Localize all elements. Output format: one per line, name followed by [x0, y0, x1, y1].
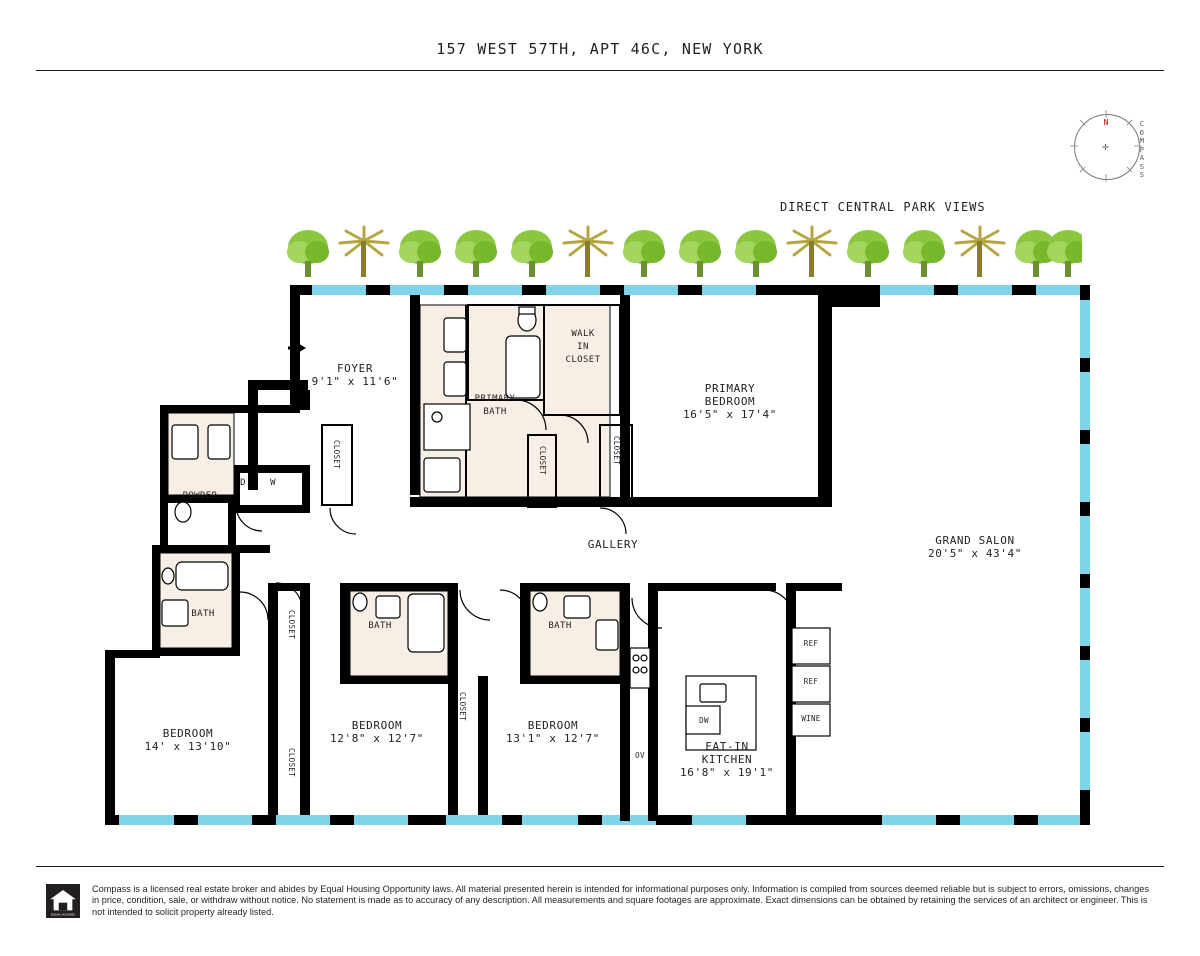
- direct-central-park-views-label: DIRECT CENTRAL PARK VIEWS: [780, 200, 986, 214]
- dryer-label: D: [240, 478, 246, 488]
- room-label-bedroom-3: BEDROOM 13'1" x 12'7": [506, 719, 600, 745]
- refrigerator-label-1: REF: [803, 639, 819, 648]
- footer: [46, 884, 1156, 918]
- room-label-powder: POWDER: [182, 491, 218, 501]
- room-label-gallery: GALLERY: [587, 538, 639, 551]
- room-label-eat-in-kitchen: EAT-IN KITCHEN 16'8" x 19'1": [680, 740, 774, 779]
- refrigerator-label-2: REF: [803, 677, 819, 686]
- washer-label: W: [270, 478, 276, 488]
- room-label-bath-mid: BATH: [368, 621, 392, 631]
- compass-cross-icon: ✛: [1102, 140, 1109, 153]
- room-label-bedroom-2: BEDROOM 12'8" x 12'7": [330, 719, 424, 745]
- svg-text:EQUAL HOUSING: EQUAL HOUSING: [51, 912, 75, 917]
- compass-north-label: N: [1103, 118, 1109, 127]
- page-title: 157 WEST 57TH, APT 46C, NEW YORK: [436, 40, 764, 58]
- compass-wordmark: C O M P A S S: [1139, 120, 1144, 179]
- footer-divider: [36, 866, 1164, 867]
- wine-fridge-label: WINE: [801, 714, 821, 723]
- equal-housing-opportunity-icon: [46, 884, 80, 918]
- closet-label-bedroom2-b: CLOSET: [287, 748, 296, 777]
- room-label-primary-bedroom: PRIMARY BEDROOM 16'5" x 17'4": [683, 382, 777, 421]
- closet-label-primary-a: CLOSET: [538, 446, 547, 475]
- dishwasher-label: DW: [699, 716, 709, 725]
- room-label-bath-left: BATH: [191, 609, 215, 619]
- closet-label-bedroom3: CLOSET: [458, 692, 467, 721]
- room-label-foyer: FOYER 9'1" x 11'6": [311, 362, 399, 388]
- closet-label-primary-b: CLOSET: [612, 436, 621, 465]
- room-label-bath-right: BATH: [548, 621, 572, 631]
- legal-disclaimer: Compass is a licensed real estate broker and abides by Equal Housing Opportunity laws. All material presented herein is intended for informational purposes only. Information is compiled from sources deemed reliable but is subject to errors, omissions, changes in price, condition, sale, or withdraw without notice. No statement is made as to accuracy of any description. All measurements and square footages are approximate. Exact dimensions can be obtained by retaining the services of an architect or engineer. This is not intended to solicit property already listed.: [92, 884, 1149, 917]
- closet-label-foyer: CLOSET: [332, 440, 341, 469]
- room-label-bedroom-1: BEDROOM 14' x 13'10": [144, 727, 232, 753]
- room-label-primary-bath: PRIMARY BATH: [474, 394, 516, 417]
- room-label-walk-in-closet: WALK IN CLOSET: [565, 329, 601, 365]
- room-label-grand-salon: GRAND SALON 20'5" x 43'4": [928, 534, 1022, 560]
- closet-label-bedroom2-a: CLOSET: [287, 610, 296, 639]
- oven-label: OV: [635, 751, 645, 760]
